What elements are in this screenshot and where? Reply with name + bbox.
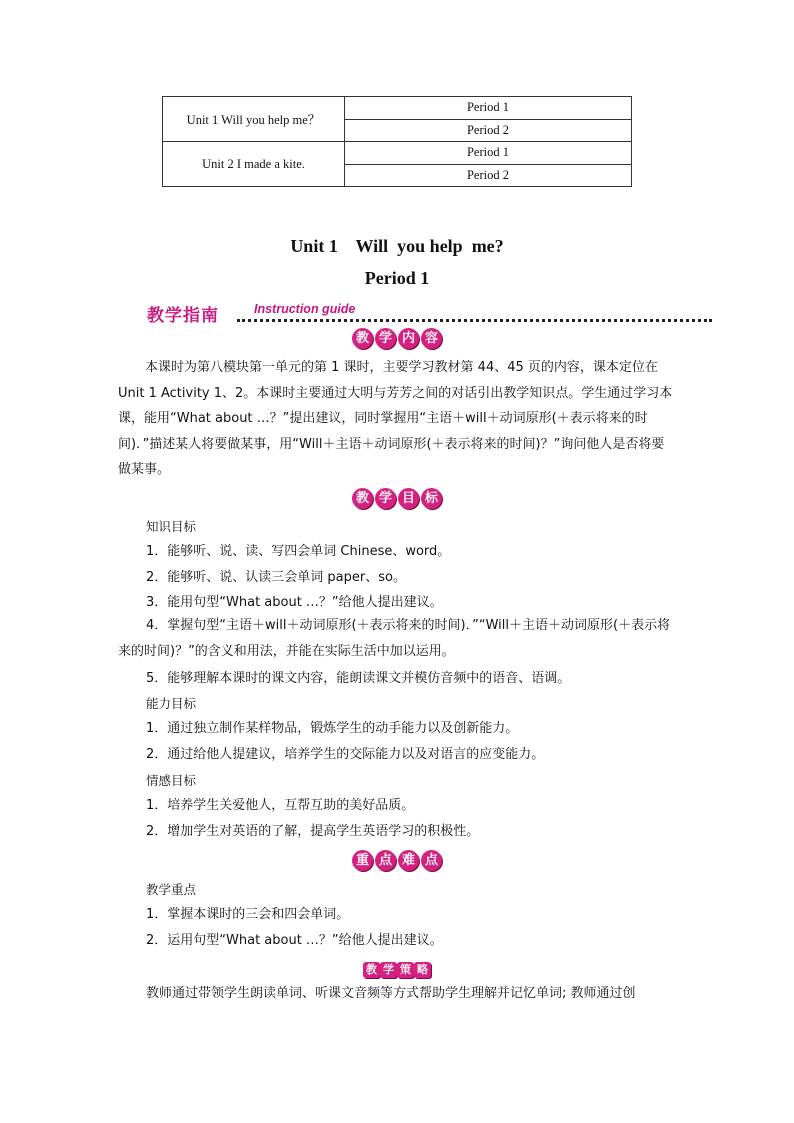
badge-char: 难 bbox=[398, 850, 419, 871]
guide-cn-label: 教学指南 bbox=[147, 306, 219, 326]
ability-goals-title: 能力目标 bbox=[146, 696, 197, 711]
badge-char: 重 bbox=[352, 850, 373, 871]
period-title: Period 1 bbox=[364, 268, 430, 288]
toc-table bbox=[162, 96, 632, 187]
badge-char: 点 bbox=[375, 850, 396, 871]
badge-char: 容 bbox=[421, 328, 442, 349]
badge-char: 内 bbox=[398, 328, 419, 349]
guide-en-label: Instruction guide bbox=[254, 302, 356, 316]
badge-char: 教 bbox=[363, 962, 380, 978]
strategy-text: 教师通过带领学生朗读单词、听课文音频等方式帮助学生理解并记忆单词; 教师通过创 bbox=[146, 986, 636, 1001]
toc-unit1-period1: Period 1 bbox=[345, 97, 632, 120]
content-paragraph: 本课时为第八模块第一单元的第 1 课时，主要学习教材第 44、45 页的内容，课本定位在 Unit 1 Activity 1、2。本课时主要通过大明与芳芳之间的对话引出教学知识点。学生通过学习本课，能用“What about …？”提出建议，同时掌握用“主语＋will＋动词原形(＋表示将来的时间)．”描述某人将要做某事，用“Will＋主语＋动词原形(＋表示将来的时间)？”询问他人是否将要做某事。 bbox=[118, 360, 673, 477]
dotted-rule bbox=[237, 319, 712, 322]
badge-char: 策 bbox=[397, 962, 414, 978]
emotion-goal-2: 2．增加学生对英语的了解，提高学生英语学习的积极性。 bbox=[146, 824, 480, 839]
knowledge-goal-1: 1．能够听、说、读、写四会单词 Chinese、word。 bbox=[146, 544, 451, 559]
badge-teaching-goals bbox=[0, 488, 794, 509]
key-point-1: 1．掌握本课时的三会和四会单词。 bbox=[146, 907, 350, 922]
toc-unit1: Unit 1 Will you help me？ bbox=[163, 97, 345, 142]
knowledge-goals-title: 知识目标 bbox=[146, 519, 197, 534]
instruction-guide-banner bbox=[147, 300, 712, 326]
badge-char: 学 bbox=[375, 328, 396, 349]
knowledge-goal-5: 5．能够理解本课时的课文内容，能朗读课文并模仿音频中的语音、语调。 bbox=[146, 671, 571, 686]
unit-title: Unit 1 Will you help me? bbox=[290, 236, 504, 256]
toc-unit2: Unit 2 I made a kite. bbox=[163, 142, 345, 187]
toc-unit2-period1: Period 1 bbox=[345, 142, 632, 165]
knowledge-goal-2: 2．能够听、说、认读三会单词 paper、so。 bbox=[146, 570, 406, 585]
badge-teaching-content bbox=[0, 328, 794, 349]
badge-char: 略 bbox=[414, 962, 431, 978]
badge-char: 学 bbox=[380, 962, 397, 978]
badge-char: 学 bbox=[375, 488, 396, 509]
emotion-goal-1: 1．培养学生关爱他人，互帮互助的美好品质。 bbox=[146, 798, 415, 813]
content-section bbox=[118, 355, 676, 483]
knowledge-goal-4: 4．掌握句型“主语＋will＋动词原形(＋表示将来的时间)．”“Will＋主语＋动词原形(＋表示将来的时间)？”的含义和用法，并能在实际生活中加以运用。 bbox=[118, 618, 671, 659]
toc-unit1-period2: Period 2 bbox=[345, 119, 632, 142]
badge-char: 点 bbox=[421, 850, 442, 871]
toc-unit2-period2: Period 2 bbox=[345, 164, 632, 187]
emotion-goals-title: 情感目标 bbox=[146, 773, 197, 788]
key-points-title: 教学重点 bbox=[146, 882, 197, 897]
key-point-2: 2．运用句型“What about …？”给他人提出建议。 bbox=[146, 933, 443, 948]
badge-char: 目 bbox=[398, 488, 419, 509]
ability-goal-1: 1．通过独立制作某样物品，锻炼学生的动手能力以及创新能力。 bbox=[146, 721, 519, 736]
ability-goal-2: 2．通过给他人提建议，培养学生的交际能力以及对语言的应变能力。 bbox=[146, 747, 545, 762]
knowledge-goal-3: 3．能用句型“What about …？”给他人提出建议。 bbox=[146, 595, 443, 610]
badge-teaching-strategy bbox=[0, 960, 794, 978]
badge-char: 教 bbox=[352, 488, 373, 509]
badge-key-difficult bbox=[0, 850, 794, 871]
badge-char: 教 bbox=[352, 328, 373, 349]
badge-char: 标 bbox=[421, 488, 442, 509]
